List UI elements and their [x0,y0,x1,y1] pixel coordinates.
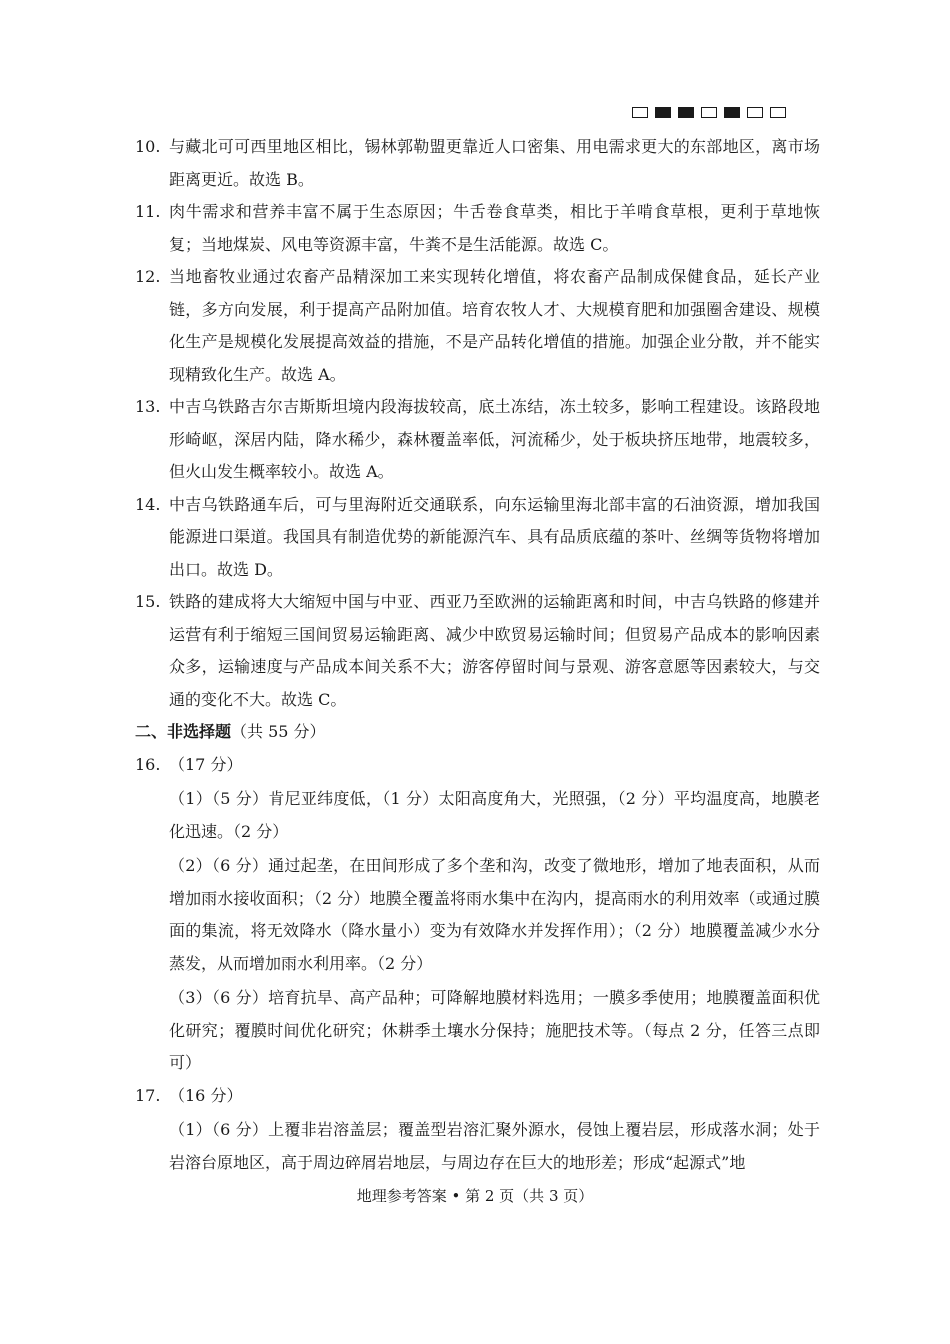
section-points: （共 55 分） [231,722,326,741]
question-17-header [135,1080,820,1113]
item-text: 当地畜牧业通过农畜产品精深加工来实现转化增值，将农畜产品制成保健食品，延长产业链，多方向发展，利于提高产品附加值。培育农牧人才、大规模育肥和加强圈舍建设、规模化生产是规模化发展提高效益的措施，不是产品转化增值的措施。加强企业分散，并不能实现精致化生产。故选 A。 [169,267,820,384]
question-16-part-2: （2）（6 分）通过起垄，在田间形成了多个垄和沟，改变了微地形，增加了地表面积，从而增加雨水接收面积；（2 分）地膜全覆盖将雨水集中在沟内，提高雨水的利用效率（或通过膜面的集流，将无效降水（降水量小）变为有效降水并发挥作用）；（2 分）地膜覆盖减少水分蒸发，从而增加雨水利用率。（2 分） [169,856,820,973]
header-mark [724,107,740,118]
item-text: 与藏北可可西里地区相比，锡林郭勒盟更靠近人口密集、用电需求更大的东部地区，离市场距离更近。故选 B。 [169,137,820,189]
item-number: 15. [135,592,161,611]
item-text: 肉牛需求和营养丰富不属于生态原因；牛舌卷食草类，相比于羊啃食草根，更利于草地恢复；当地煤炭、风电等资源丰富，牛粪不是生活能源。故选 C。 [169,202,820,254]
item-number: 12. [135,267,161,286]
question-17-part-1: （1）（6 分）上覆非岩溶盖层；覆盖型岩溶汇聚外源水，侵蚀上覆岩层，形成落水洞；处于岩溶台原地区，高于周边碎屑岩地层，与周边存在巨大的地形差；形成“起源式”地 [169,1120,820,1172]
item-text: 中吉乌铁路通车后，可与里海附近交通联系，向东运输里海北部丰富的石油资源，增加我国能源进口渠道。我国具有制造优势的新能源汽车、具有品质底蕴的茶叶、丝绸等货物将增加出口。故选 D。 [169,494,820,579]
header-mark [770,107,786,118]
question-score: （16 分） [169,1085,243,1105]
item-number: 16. [135,754,161,774]
header-mark [701,107,717,118]
header-mark [747,107,763,118]
page-footer: 地理参考答案 • 第 2 页（共 3 页） [356,1187,594,1205]
question-16-part-3: （3）（6 分）培育抗旱、高产品种；可降解地膜材料选用；一膜多季使用；地膜覆盖面积优化研究；覆膜时间优化研究；休耕季土壤水分保持；施肥技术等。（每点 2 分，任答三点即可） [169,988,820,1072]
header-mark [632,107,648,118]
item-text: 铁路的建成将大大缩短中国与中亚、西亚乃至欧洲的运输距离和时间，中吉乌铁路的修建并运营有利于缩短三国间贸易运输距离、减少中欧贸易运输时间；但贸易产品成本的影响因素众多，运输速度与产品成本间关系不大；游客停留时间与景观、游客意愿等因素较大，与交通的变化不大。故选 C。 [169,592,820,709]
question-16-part-1: （1）（5 分）肯尼亚纬度低，（1 分）太阳高度角大，光照强，（2 分）平均温度高，地膜老化迅速。（2 分） [169,789,820,841]
answer-item-14 [135,489,820,587]
header-mark [678,107,694,118]
item-number: 10. [135,137,161,156]
question-16-header [135,749,820,782]
item-text: 中吉乌铁路吉尔吉斯斯坦境内段海拔较高，底土冻结，冻土较多，影响工程建设。该路段地形崎岖，深居内陆，降水稀少，森林覆盖率低，河流稀少，处于板块挤压地带，地震较多，但火山发生概率较小。故选 A。 [169,397,820,481]
answer-content [135,131,820,1179]
answer-item-13 [135,391,820,489]
item-number: 14. [135,494,161,514]
answer-item-12 [135,261,820,391]
item-number: 17. [135,1085,161,1105]
question-score: （17 分） [169,754,243,774]
item-number: 11. [135,202,161,221]
section-heading [135,716,820,749]
answer-item-11 [135,196,820,261]
header-marks [632,107,786,118]
answer-item-10 [135,131,820,196]
item-number: 13. [135,397,161,416]
answer-item-15 [135,586,820,716]
section-title: 二、非选择题 [135,722,232,741]
header-mark [655,107,671,118]
